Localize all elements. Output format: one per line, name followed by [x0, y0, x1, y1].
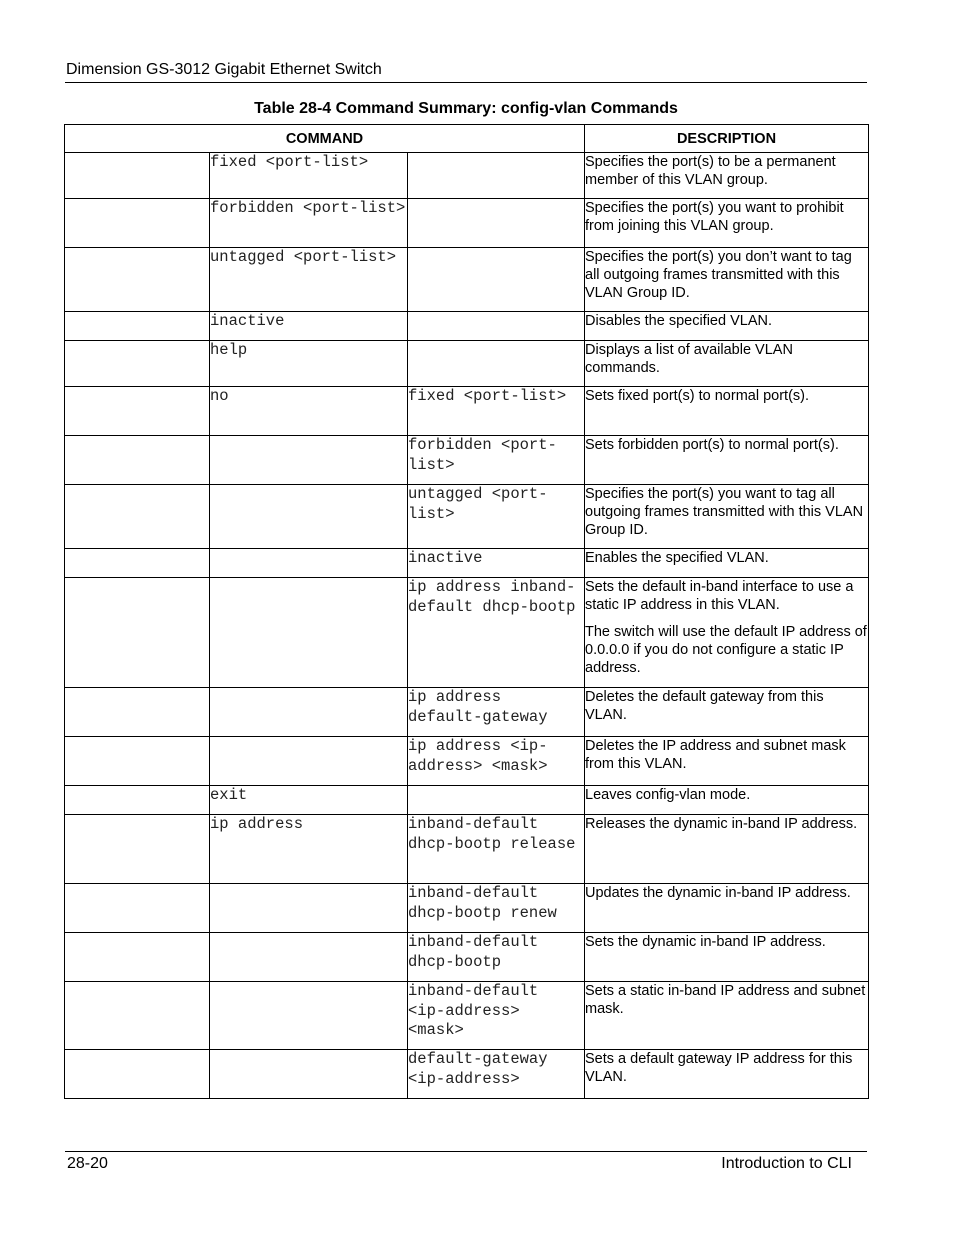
- description-cell: [585, 199, 869, 248]
- command-summary-table: [64, 124, 869, 1099]
- description-cell: [585, 549, 869, 578]
- description-text: Sets a static in-band IP address and subnet mask.: [585, 983, 866, 1017]
- command-c3-cell: forbidden <port-list>: [408, 436, 585, 485]
- command-column-header: COMMAND: [65, 125, 585, 153]
- command-c1-cell: [65, 312, 210, 341]
- description-text: Enables the specified VLAN.: [585, 550, 769, 566]
- description-text: Sets fixed port(s) to normal port(s).: [585, 388, 810, 404]
- command-c3-cell: [408, 786, 585, 815]
- command-c3-cell: [408, 341, 585, 387]
- table-row: [65, 549, 869, 578]
- command-c2-cell: inactive: [210, 312, 408, 341]
- command-c2-cell: untagged <port-list>: [210, 248, 408, 312]
- table-row: [65, 578, 869, 688]
- command-c1-cell: [65, 737, 210, 786]
- command-c1-cell: [65, 153, 210, 199]
- table-row: [65, 786, 869, 815]
- command-c2-cell: fixed <port-list>: [210, 153, 408, 199]
- description-text: Deletes the default gateway from this VLAN.: [585, 689, 824, 723]
- command-c3-cell: [408, 248, 585, 312]
- description-text: The switch will use the default IP address of 0.0.0.0 if you do not configure a static IP address.: [585, 624, 867, 676]
- description-cell: [585, 884, 869, 933]
- description-text: Specifies the port(s) you want to prohibit from joining this VLAN group.: [585, 200, 844, 234]
- table-row: [65, 436, 869, 485]
- description-text: Sets the default in-band interface to use a static IP address in this VLAN.: [585, 579, 854, 613]
- description-cell: [585, 312, 869, 341]
- command-c2-cell: [210, 688, 408, 737]
- description-cell: [585, 688, 869, 737]
- description-text: Displays a list of available VLAN commands.: [585, 342, 793, 376]
- page-number: 28-20: [67, 1155, 108, 1172]
- table-row: [65, 153, 869, 199]
- command-c3-cell: inband-default dhcp-bootp renew: [408, 884, 585, 933]
- description-text: Sets a default gateway IP address for this VLAN.: [585, 1051, 853, 1085]
- command-c3-cell: inactive: [408, 549, 585, 578]
- command-c1-cell: [65, 815, 210, 884]
- description-cell: [585, 815, 869, 884]
- description-cell: [585, 982, 869, 1050]
- command-c2-cell: help: [210, 341, 408, 387]
- description-text: Specifies the port(s) you don’t want to tag all outgoing frames transmitted with this VLAN Group ID.: [585, 249, 852, 301]
- command-c2-cell: [210, 982, 408, 1050]
- chapter-title: Introduction to CLI: [721, 1155, 852, 1172]
- table-row: [65, 982, 869, 1050]
- command-c2-cell: no: [210, 387, 408, 436]
- command-c3-cell: inband-default dhcp-bootp release: [408, 815, 585, 884]
- table-row: [65, 199, 869, 248]
- command-c1-cell: [65, 688, 210, 737]
- description-cell: [585, 248, 869, 312]
- table-row: [65, 341, 869, 387]
- description-cell: [585, 436, 869, 485]
- description-text: Disables the specified VLAN.: [585, 313, 772, 329]
- command-c3-cell: ip address default-gateway: [408, 688, 585, 737]
- description-text: Specifies the port(s) to be a permanent member of this VLAN group.: [585, 154, 836, 188]
- description-text: Sets the dynamic in-band IP address.: [585, 934, 826, 950]
- command-c3-cell: ip address <ip-address> <mask>: [408, 737, 585, 786]
- header-rule: [65, 82, 867, 83]
- command-c2-cell: [210, 578, 408, 688]
- description-text: Updates the dynamic in-band IP address.: [585, 885, 851, 901]
- command-c3-cell: fixed <port-list>: [408, 387, 585, 436]
- description-text: Releases the dynamic in-band IP address.: [585, 816, 858, 832]
- command-c2-cell: [210, 485, 408, 549]
- command-c3-cell: [408, 153, 585, 199]
- table-row: [65, 815, 869, 884]
- footer-rule: [65, 1151, 867, 1152]
- command-c1-cell: [65, 786, 210, 815]
- description-text: Specifies the port(s) you want to tag all outgoing frames transmitted with this VLAN Group ID.: [585, 486, 864, 538]
- table-row: [65, 1050, 869, 1099]
- description-cell: [585, 341, 869, 387]
- description-cell: [585, 737, 869, 786]
- command-c2-cell: [210, 1050, 408, 1099]
- description-text: Leaves config-vlan mode.: [585, 787, 751, 803]
- command-c1-cell: [65, 199, 210, 248]
- table-row: [65, 884, 869, 933]
- description-cell: [585, 153, 869, 199]
- command-c1-cell: [65, 884, 210, 933]
- command-c3-cell: [408, 312, 585, 341]
- command-c1-cell: [65, 933, 210, 982]
- command-c2-cell: [210, 884, 408, 933]
- description-cell: [585, 1050, 869, 1099]
- description-cell: [585, 578, 869, 688]
- description-text: Deletes the IP address and subnet mask from this VLAN.: [585, 738, 846, 772]
- table-row: [65, 248, 869, 312]
- command-c1-cell: [65, 341, 210, 387]
- table-row: [65, 312, 869, 341]
- command-c2-cell: exit: [210, 786, 408, 815]
- command-c1-cell: [65, 982, 210, 1050]
- command-c2-cell: [210, 737, 408, 786]
- command-c1-cell: [65, 485, 210, 549]
- command-c1-cell: [65, 387, 210, 436]
- command-c1-cell: [65, 1050, 210, 1099]
- page-header: Dimension GS-3012 Gigabit Ethernet Switch: [66, 61, 382, 78]
- command-c3-cell: inband-default <ip-address> <mask>: [408, 982, 585, 1050]
- description-cell: [585, 387, 869, 436]
- table-row: [65, 485, 869, 549]
- description-cell: [585, 786, 869, 815]
- description-cell: [585, 485, 869, 549]
- table-title: Table 28-4 Command Summary: config-vlan Commands: [254, 100, 678, 117]
- command-c3-cell: ip address inband-default dhcp-bootp: [408, 578, 585, 688]
- command-c2-cell: forbidden <port-list>: [210, 199, 408, 248]
- command-c3-cell: untagged <port-list>: [408, 485, 585, 549]
- command-c2-cell: [210, 436, 408, 485]
- table-row: [65, 688, 869, 737]
- command-c1-cell: [65, 436, 210, 485]
- command-c2-cell: [210, 549, 408, 578]
- command-c2-cell: [210, 933, 408, 982]
- description-cell: [585, 933, 869, 982]
- command-c2-cell: ip address: [210, 815, 408, 884]
- command-c1-cell: [65, 549, 210, 578]
- table-header-row: [65, 125, 869, 153]
- command-c1-cell: [65, 248, 210, 312]
- command-c3-cell: inband-default dhcp-bootp: [408, 933, 585, 982]
- command-c3-cell: default-gateway <ip-address>: [408, 1050, 585, 1099]
- description-text: Sets forbidden port(s) to normal port(s).: [585, 437, 839, 453]
- table-row: [65, 737, 869, 786]
- command-c3-cell: [408, 199, 585, 248]
- table-row: [65, 387, 869, 436]
- command-c1-cell: [65, 578, 210, 688]
- table-body: [65, 153, 869, 1099]
- table-row: [65, 933, 869, 982]
- description-column-header: DESCRIPTION: [585, 125, 869, 153]
